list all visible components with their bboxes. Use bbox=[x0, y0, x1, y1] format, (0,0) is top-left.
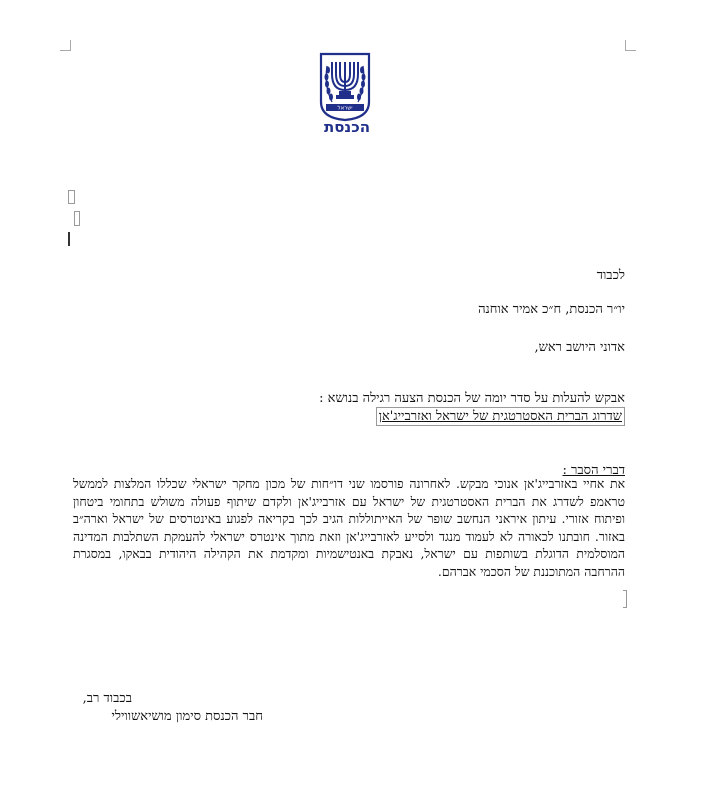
explanation-paragraph: את אחיי באזרבייג'אן אנוכי מבקש. לאחרונה פורסמו שני דו״חות של מכון מחקר ישראלי שכללו המלצות לממשל טראמפ לשדרג את הברית האסטרטגית של ישראל עם אזרבייג'אן ולקדם שיתוף פעולה משולש בתחומי ביטחון ופיתוח אזורי. עיתון איראני הנחשב שופר של האייתוללות הגיב לכך בקריאה לפגוע באינטרסים של ישראל וארה״ב באזור. חובתנו לכאורה לא לעמוד מנגד ולסייע לאזרבייג'אן וזאת מתוך אינטרס ישראלי להעמקת השתלבות המדינה המוסלמית הדוגלת בשותפות עם ישראל, נאבקת באנטישמיות ומקדמת את הקהילה היהודית בבאקו, במסגרת ההרחבה המתוכננת של הסכמי אברהם. bbox=[73, 476, 625, 579]
emblem-caption: ישראל bbox=[337, 105, 353, 112]
chair-address: אדוני היושב ראש, bbox=[534, 340, 625, 355]
salutation: לכבוד bbox=[596, 268, 625, 283]
formatting-marker bbox=[68, 190, 75, 204]
text-cursor bbox=[68, 232, 70, 246]
motion-topic: שדרוג הברית האסטרטגית של ישראל ואזרבייג'אן bbox=[376, 407, 625, 426]
page-corner-top-right bbox=[625, 40, 636, 51]
formatting-marker bbox=[74, 211, 80, 226]
closing-line: בכבוד רב, bbox=[82, 691, 132, 706]
recipient-line: יו״ר הכנסת, ח״כ אמיר אוחנה bbox=[478, 302, 625, 317]
signer-line: חבר הכנסת סימון מושיאשווילי bbox=[111, 709, 263, 724]
page-corner-top-left bbox=[60, 40, 71, 51]
request-line: אבקש להעלות על סדר יומה של הכנסת הצעה רגילה בנושא : bbox=[319, 391, 625, 406]
menorah-emblem-icon bbox=[318, 52, 372, 122]
explanation-heading: דברי הסבר : bbox=[562, 463, 625, 478]
institution-name: הכנסת bbox=[323, 118, 371, 136]
paragraph-end-marker bbox=[623, 590, 627, 608]
